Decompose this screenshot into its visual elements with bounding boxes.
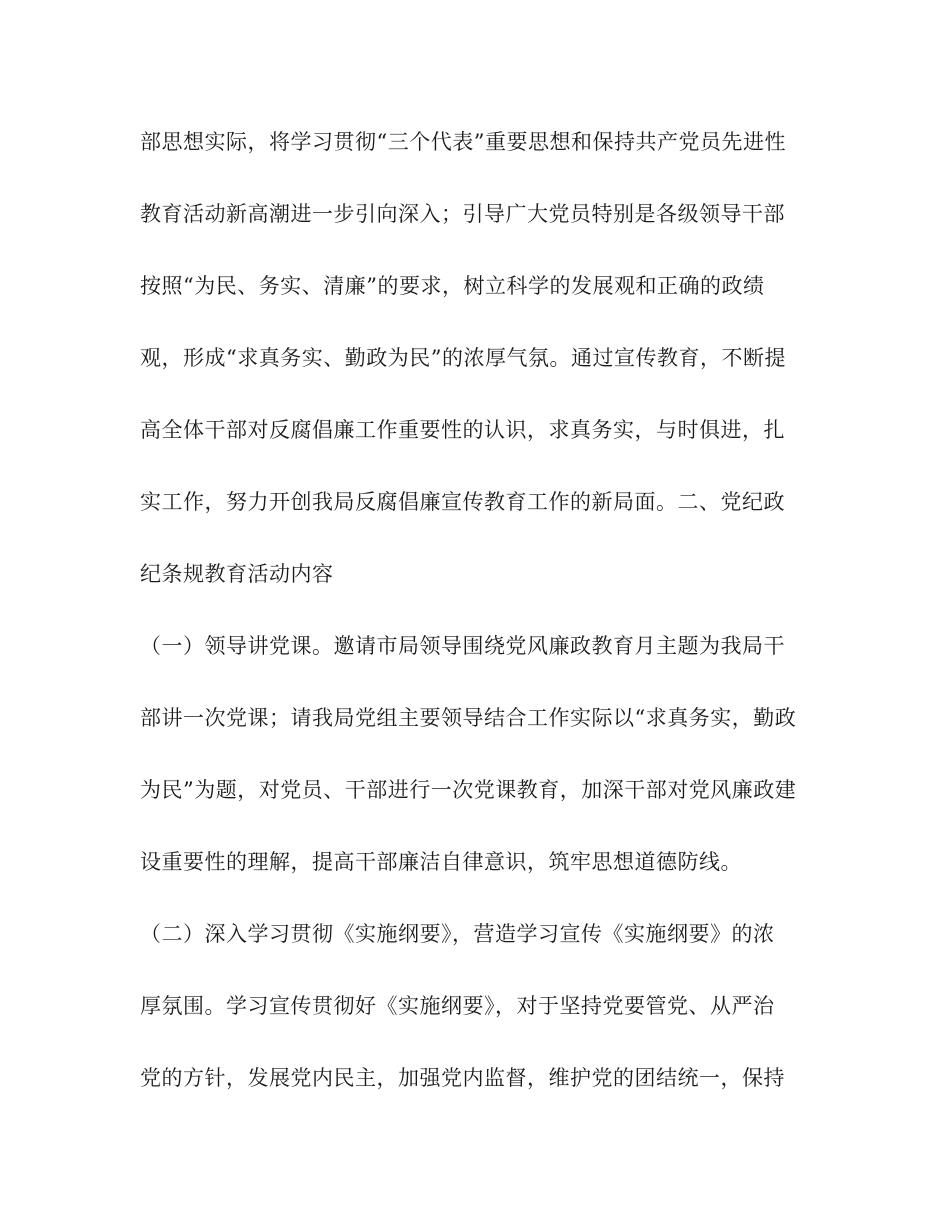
body-text-line: 厚氛围。学习宣传贯彻好《实施纲要》，对于坚持党要管党、从严治 [140,994,775,1018]
body-text-line: 按照“为民、务实、清廉”的要求，树立科学的发展观和正确的政绩 [140,274,765,298]
body-text-line: （一）领导讲党课。邀请市局领导围绕党风廉政教育月主题为我局干 [140,634,785,658]
body-text-line: 观，形成“求真务实、勤政为民”的浓厚气氛。通过宣传教育，不断提 [140,346,786,370]
body-text-line: 教育活动新高潮进一步引向深入；引导广大党员特别是各级领导干部 [140,202,785,226]
body-text-line: 部讲一次党课；请我局党组主要领导结合工作实际以“求真务实，勤政 [140,706,797,730]
body-text-line: 部思想实际，将学习贯彻“三个代表”重要思想和保持共产党员先进性 [140,130,786,154]
body-text-line: 为民”为题，对党员、干部进行一次党课教育，加深干部对党风廉政建 [140,778,797,802]
body-text-line: 设重要性的理解，提高干部廉洁自律意识，筑牢思想道德防线。 [140,850,742,874]
body-text-line: 纪条规教育活动内容 [140,562,334,586]
body-text-line: 党的方针，发展党内民主，加强党内监督，维护党的团结统一，保持 [140,1066,785,1090]
body-text-line: 实工作，努力开创我局反腐倡廉宣传教育工作的新局面。二、党纪政 [140,490,785,514]
body-text-line: 高全体干部对反腐倡廉工作重要性的认识，求真务实，与时俱进，扎 [140,418,785,442]
body-text-line: （二）深入学习贯彻《实施纲要》，营造学习宣传《实施纲要》的浓 [140,922,775,946]
